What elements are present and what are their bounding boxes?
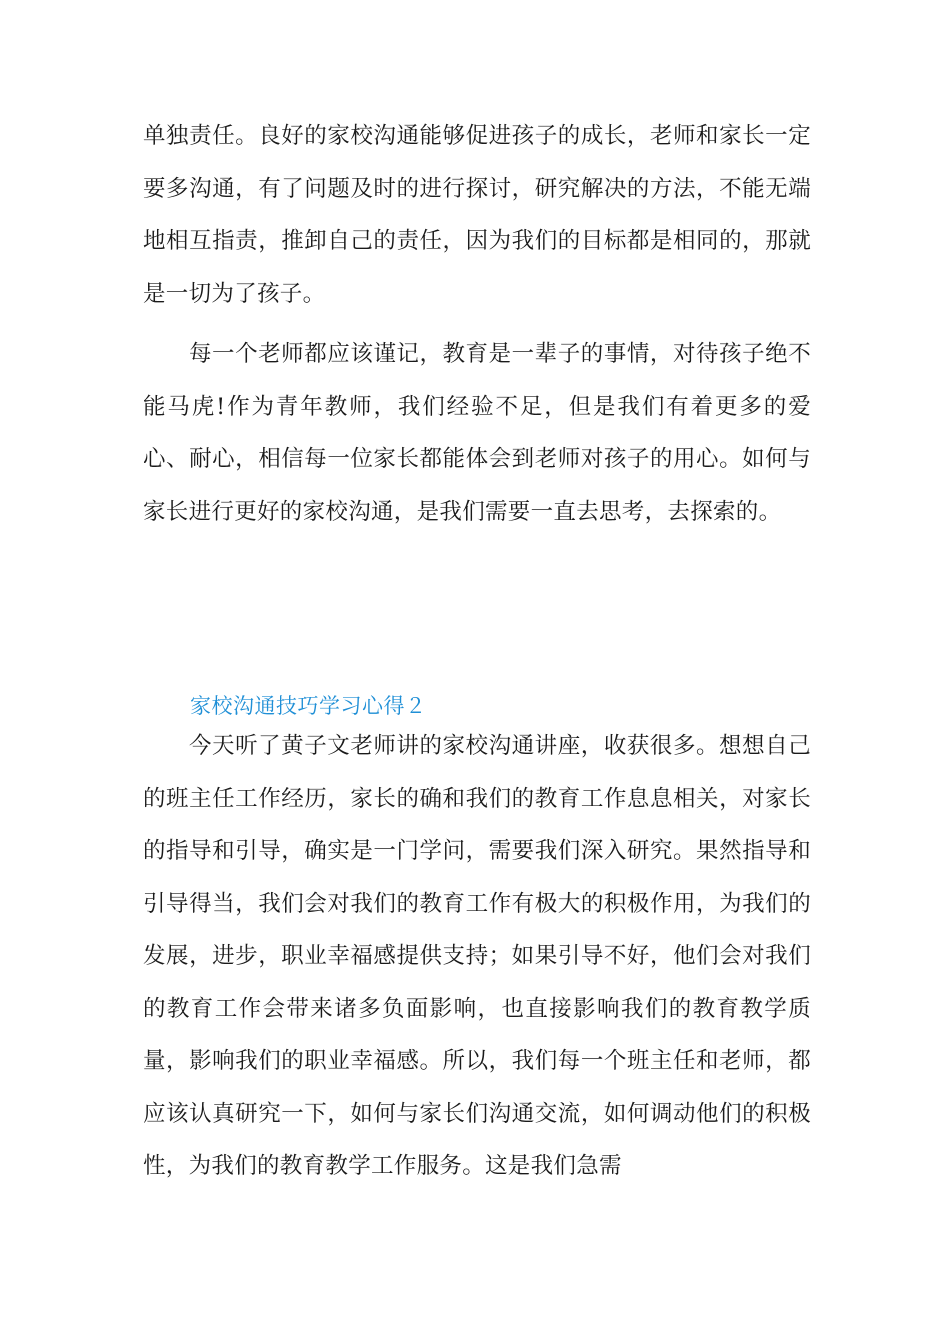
section-heading: 家校沟通技巧学习心得２ bbox=[190, 694, 427, 718]
body-paragraph: 今天听了黄子文老师讲的家校沟通讲座，收获很多。想想自己的班主任工作经历，家长的确和我们的教育工作息息相关，对家长的指导和引导，确实是一门学问，需要我们深入研究。果然指导和引导得当，我们会对我们的教育工作有极大的积极作用，为我们的发展，进步，职业幸福感提供支持；如果引导不好，他们会对我们的教育工作会带来诸多负面影响，也直接影响我们的教育教学质量，影响我们的职业幸福感。所以，我们每一个班主任和老师，都应该认真研究一下，如何与家长们沟通交流，如何调动他们的积极性，为我们的教育教学工作服务。这是我们急需 bbox=[143, 733, 811, 1179]
body-paragraph: 每一个老师都应该谨记，教育是一辈子的事情，对待孩子绝不能马虎!作为青年教师，我们经验不足，但是我们有着更多的爱心、耐心，相信每一位家长都能体会到老师对孩子的用心。如何与家长进行更好的家校沟通，是我们需要一直去思考，去探索的。 bbox=[143, 341, 811, 525]
body-paragraph: 单独责任。良好的家校沟通能够促进孩子的成长，老师和家长一定要多沟通，有了问题及时的进行探讨，研究解决的方法，不能无端地相互指责，推卸自己的责任，因为我们的目标都是相同的，那就是一切为了孩子。 bbox=[143, 123, 811, 307]
